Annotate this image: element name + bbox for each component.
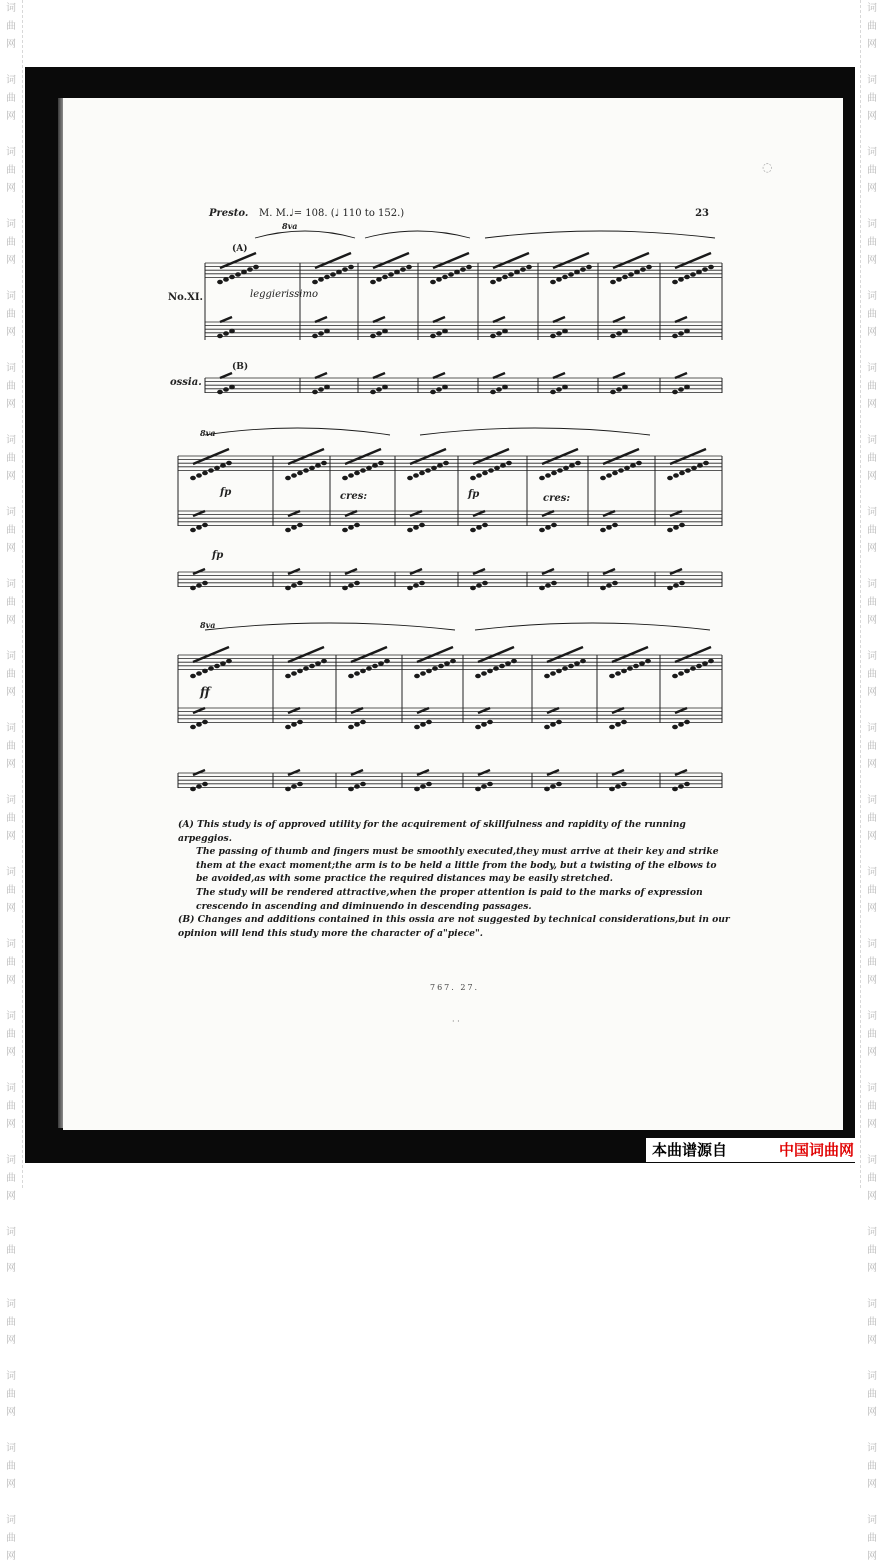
system-3-ossia-staff xyxy=(178,773,722,787)
system-3-bass-notes-5 xyxy=(476,708,493,729)
tempo-marking: Presto. xyxy=(209,208,249,219)
system-3-slur-1 xyxy=(205,623,455,630)
dynamic-fp-1: fp xyxy=(220,487,232,498)
system-2-bass-notes-3 xyxy=(343,511,360,532)
system-2-arpeggio-1 xyxy=(191,449,232,480)
system-1-arpeggio-3 xyxy=(371,253,412,284)
system-1-bass-notes-1 xyxy=(218,317,235,338)
system-1-arpeggio-1 xyxy=(218,253,259,284)
metronome-marking: M. M.♩= 108. (♩ 110 to 152.) xyxy=(259,208,405,219)
footnote-b-text: Changes and additions contained in this ossia are not suggested by technical considerations,but in our opinion will lend this study more the character of a"piece". xyxy=(178,914,730,939)
source-site-link[interactable]: 中国词曲网 xyxy=(778,1141,854,1159)
watermark-right: 词 曲 网 词 曲 网 词 曲 网 词 曲 网 词 曲 网 词 曲 网 词 曲 网 词 曲 网 词 曲 网 词 曲 网 词 曲 网 词 曲 网 词 曲 网 词 曲 网 词 曲 网 词 曲 网 词 曲 网 词 曲 网 词 曲 网 词 曲 网 词 曲 网 词 曲 网 xyxy=(860,0,883,1188)
system-1-arpeggio-8 xyxy=(673,253,714,284)
system-1-ossia-notes-6 xyxy=(551,373,568,394)
dynamic-ff: ff xyxy=(200,685,210,699)
system-1-ossia-notes-8 xyxy=(673,373,690,394)
system-2-arpeggio-4 xyxy=(408,449,449,480)
system-3-bass-notes-3 xyxy=(349,708,366,729)
system-1-ossia-bass-staff xyxy=(205,378,722,392)
system-2-bass-notes-2 xyxy=(286,511,303,532)
system-2-arpeggio-8 xyxy=(668,449,709,480)
system-2-ossia-staff xyxy=(178,572,722,586)
footnotes xyxy=(178,818,730,940)
system-2-bass-notes-7 xyxy=(601,511,618,532)
leggierissimo-mark: leggierissimo xyxy=(250,289,318,300)
footnote-a-para3: The study will be rendered attractive,when the proper attention is paid to the marks of expression crescendo in ascending and diminuendo in descending passages. xyxy=(196,886,703,912)
system-1-slur-3 xyxy=(485,231,715,238)
system-1-ossia-notes-7 xyxy=(611,373,628,394)
system-1-bass-notes-2 xyxy=(313,317,330,338)
system-3-bass-notes-2 xyxy=(286,708,303,729)
system-2-bass-notes-5 xyxy=(471,511,488,532)
system-2-arpeggio-7 xyxy=(601,449,642,480)
system-2-slur-1 xyxy=(205,428,390,435)
system-1-bass-notes-8 xyxy=(673,317,690,338)
system-1-bass-staff xyxy=(205,322,722,336)
system-1-ossia-notes-2 xyxy=(313,373,330,394)
dynamic-cres-1: cres: xyxy=(340,491,368,502)
system-1-slur-1 xyxy=(255,231,355,238)
footnote-a-text: This study is of approved utility for the acquirement of skillfulness and rapidity of the running arpeggios. xyxy=(178,819,686,844)
footnote-a-para2: The passing of thumb and fingers must be smoothly executed,they must arrive at their key and strike them at the exact moment;the arm is to be held a little from the body, but a twisting of the elbows to be avoided,as with some practice the required distances may be easily stretched. xyxy=(196,846,719,885)
system-1-ossia-notes-5 xyxy=(491,373,508,394)
system-1-ossia-notes-3 xyxy=(371,373,388,394)
system-3-bass-notes-4 xyxy=(415,708,432,729)
dynamic-cres-2: cres: xyxy=(543,493,571,504)
system-2-arpeggio-3 xyxy=(343,449,384,480)
dynamic-fp-2: fp xyxy=(468,489,480,500)
system-2-bass-notes-1 xyxy=(191,511,208,532)
ossia-label: ossia. xyxy=(170,377,202,388)
system-3-bass-notes-8 xyxy=(673,708,690,729)
octave-mark-1: 8va xyxy=(282,221,298,231)
corner-smudge: ◌ xyxy=(762,160,773,174)
system-2-bass-notes-8 xyxy=(668,511,685,532)
system-1-bass-notes-4 xyxy=(431,317,448,338)
system-3-bass-notes-7 xyxy=(610,708,627,729)
system-1-arpeggio-2 xyxy=(313,253,354,284)
system-1-ossia-notes-1 xyxy=(218,373,235,394)
system-1-arpeggio-7 xyxy=(611,253,652,284)
plate-number: 767. 27. xyxy=(430,983,480,992)
system-1-arpeggio-6 xyxy=(551,253,592,284)
system-2-bass-notes-6 xyxy=(540,511,557,532)
marker-a: (A) xyxy=(232,244,248,254)
system-2-arpeggio-6 xyxy=(540,449,581,480)
study-number: No.XI. xyxy=(168,292,204,303)
system-1-arpeggio-4 xyxy=(431,253,472,284)
system-3-bass-notes-6 xyxy=(545,708,562,729)
system-2-arpeggio-5 xyxy=(471,449,512,480)
system-1-bass-notes-5 xyxy=(491,317,508,338)
system-1-bass-notes-3 xyxy=(371,317,388,338)
system-2-bass-notes-4 xyxy=(408,511,425,532)
octave-mark-2: 8va xyxy=(200,428,216,438)
system-2-arpeggio-2 xyxy=(286,449,327,480)
system-1-barlines xyxy=(205,263,722,340)
system-1-bass-notes-7 xyxy=(611,317,628,338)
watermark-left: 词 曲 网 词 曲 网 词 曲 网 词 曲 网 词 曲 网 词 曲 网 词 曲 网 词 曲 网 词 曲 网 词 曲 网 词 曲 网 词 曲 网 词 曲 网 词 曲 网 词 曲 网 词 曲 网 词 曲 网 词 曲 网 词 曲 网 词 曲 网 词 曲 网 词 曲 网 xyxy=(0,0,23,1188)
system-1-ossia-notes-4 xyxy=(431,373,448,394)
source-banner[interactable] xyxy=(646,1138,858,1162)
dynamic-fp-3: fp xyxy=(212,550,224,561)
page-dot-marks: · · xyxy=(452,1017,460,1026)
system-1-bass-notes-6 xyxy=(551,317,568,338)
system-1-arpeggio-5 xyxy=(491,253,532,284)
system-3-bass-staff xyxy=(178,708,722,722)
octave-mark-3: 8va xyxy=(200,620,216,630)
marker-b: (B) xyxy=(232,362,249,372)
system-1-slur-2 xyxy=(365,231,470,238)
system-2-bass-staff xyxy=(178,511,722,525)
page-number: 23 xyxy=(695,208,709,219)
system-2-slur-2 xyxy=(420,428,650,435)
system-3-slur-2 xyxy=(475,623,710,630)
footnote-b-marker: (B) xyxy=(178,914,195,926)
system-3-bass-notes-1 xyxy=(191,708,208,729)
footnote-a-marker: (A) xyxy=(178,819,194,830)
source-label: 本曲谱源自 xyxy=(652,1141,728,1159)
